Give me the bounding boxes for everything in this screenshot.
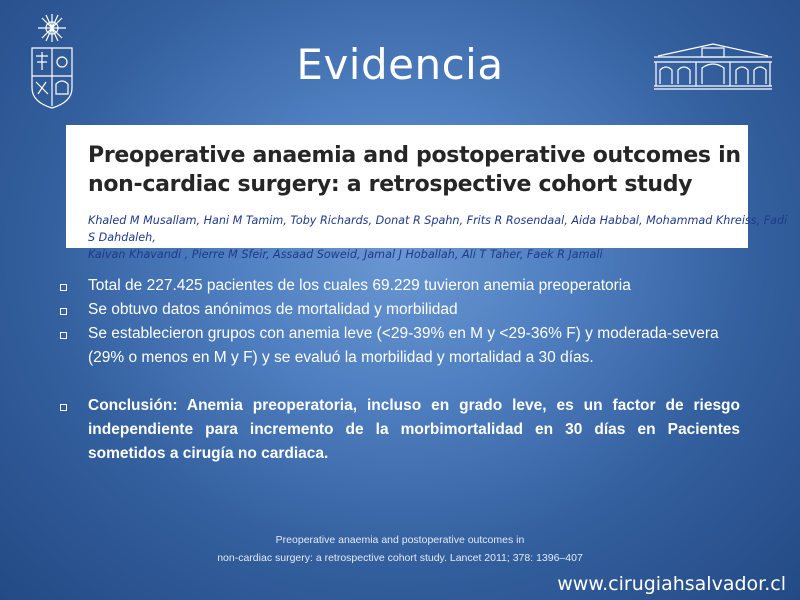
conclusion-text: Conclusión: Anemia preoperatoria, incluso en grado leve, es un factor de riesgo independiente para incremento de la morbimortalidad en 30 días en Pacientes sometidos a cirugía no cardiaca. <box>88 397 740 462</box>
bullet-item <box>60 322 740 370</box>
bullet-text: Total de 227.425 pacientes de los cuales 69.229 tuvieron anemia preoperatoria <box>88 277 631 294</box>
slide-title: Evidencia <box>296 40 504 89</box>
bullet-text: Se obtuvo datos anónimos de mortalidad y morbilidad <box>88 301 458 318</box>
citation: Preoperative anaemia and postoperative outcomes in non-cardiac surgery: a retrospective cohort study. Lancet 2011; 378: 1396–407 <box>217 534 583 564</box>
bullet-list <box>60 274 740 466</box>
square-bullet-icon <box>60 284 67 291</box>
bullet-item <box>60 274 740 298</box>
paper-authors: Khaled M Musallam, Hani M Tamim, Toby Richards, Donat R Spahn, Frits R Rosendaal, Aida Habbal, Mohammad Khreiss, Fadi S Dahdaleh, Kaivan Khavandi , Pierre M Sfeir, Assaad Soweid, Jamal J Hoballah, Ali T Taher, Faek R Jamali <box>88 214 788 261</box>
square-bullet-icon <box>60 404 67 411</box>
website-link[interactable]: www.cirugiahsalvador.cl <box>557 573 786 595</box>
paper-header-image <box>66 125 788 261</box>
square-bullet-icon <box>60 308 67 315</box>
square-bullet-icon <box>60 332 67 339</box>
bullet-text: Se establecieron grupos con anemia leve (<29-39% en M y <29-36% F) y moderada-severa (29% o menos en M y F) y se evaluó la morbilidad y mortalidad a 30 días. <box>88 325 719 366</box>
paper-title: Preoperative anaemia and postoperative outcomes in non-cardiac surgery: a retrospective cohort study <box>88 143 741 197</box>
conclusion-bullet <box>60 394 740 466</box>
bullet-item <box>60 298 740 322</box>
